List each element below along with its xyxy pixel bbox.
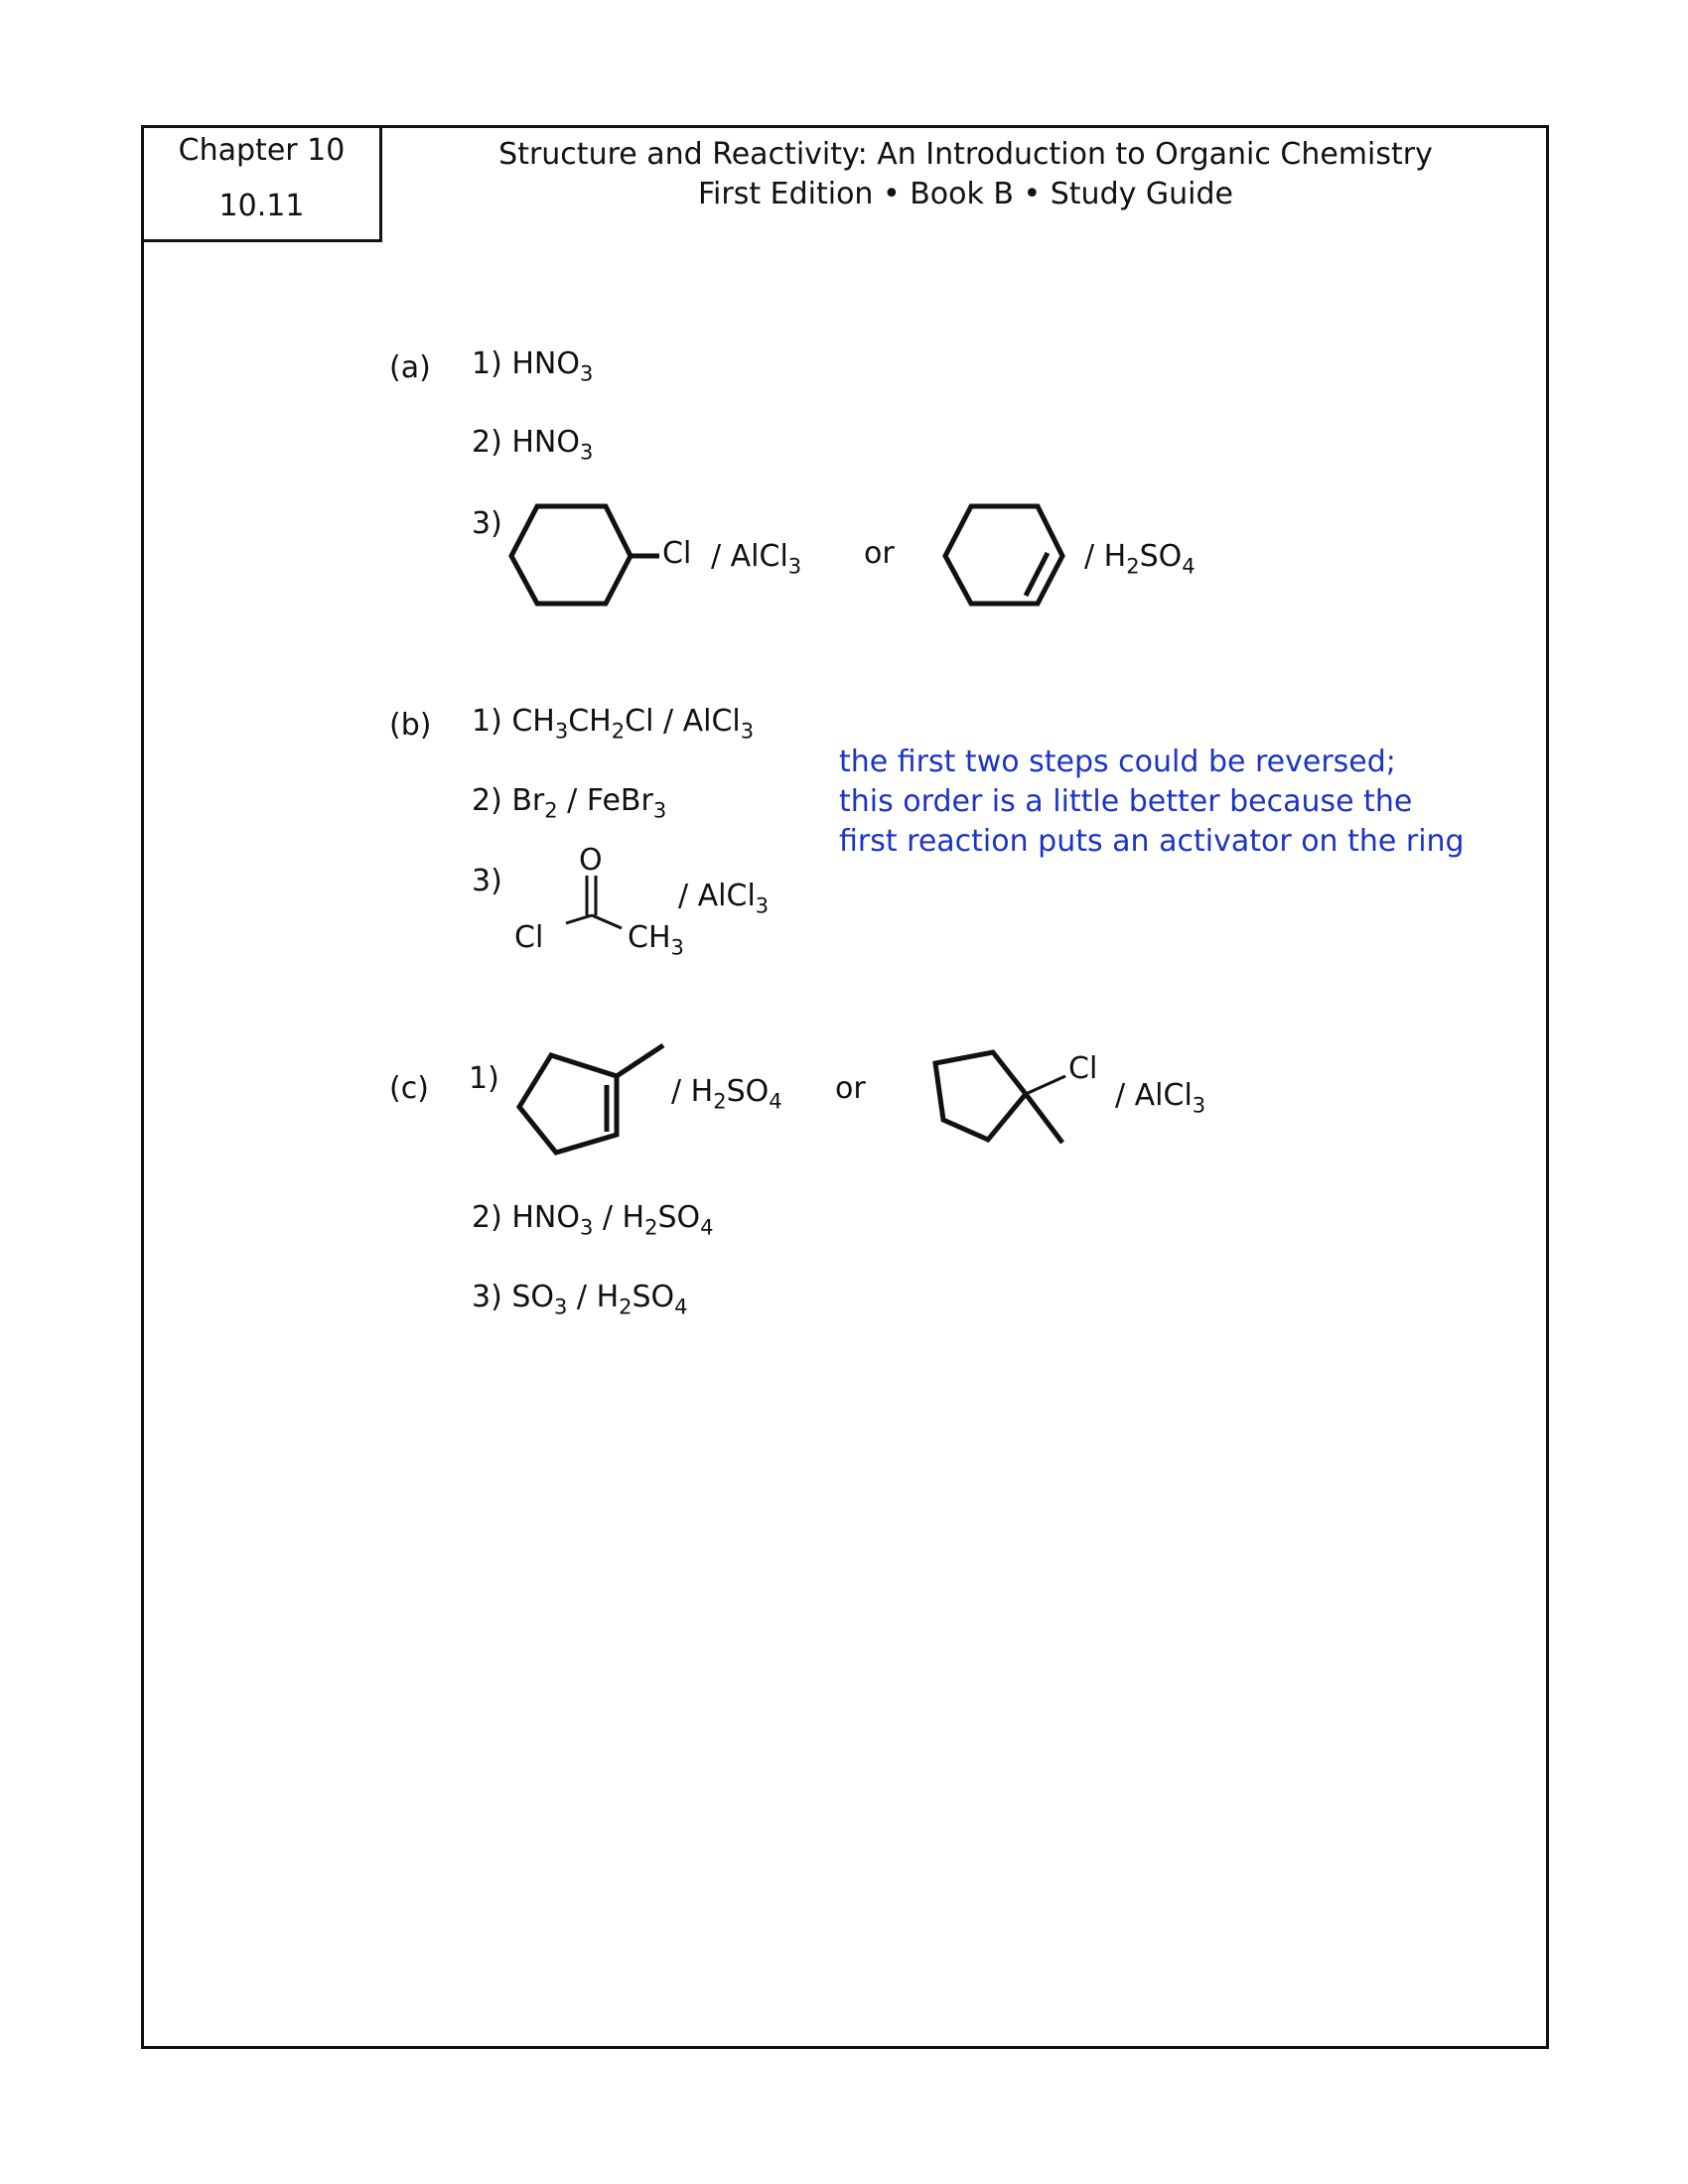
chapter-label: Chapter 10 [178, 133, 346, 168]
part-a-or: or [864, 536, 895, 571]
note-line-1: the first two steps could be reversed; [839, 745, 1396, 779]
part-a-acid-h2so4: / $H_2SO_4$ [1084, 539, 1196, 579]
oxygen-label: O [579, 843, 603, 878]
reagent-formula: $HNO_3$ [511, 346, 594, 386]
chloro-label: Cl [662, 536, 692, 571]
part-c-step-2 [472, 1200, 714, 1240]
reagent-formula: $Br_2$ / FeBr$_3$ [511, 783, 667, 823]
part-c-label: (c) [389, 1071, 429, 1106]
part-b-step-3-number: 3) [472, 864, 502, 898]
reagent-formula: $SO_3 / H_2SO_4$ [511, 1280, 688, 1319]
book-title: Structure and Reactivity: An Introduction to Organic Chemistry [498, 137, 1433, 172]
part-a-catalyst-alcl3: / AlCl$_3$ [711, 539, 802, 579]
step-number: 1) [472, 704, 502, 739]
book-subtitle: First Edition • Book B • Study Guide [697, 177, 1234, 211]
step-number: 2) [472, 425, 502, 460]
part-c-acid-h2so4: / $H_2SO_4$ [671, 1074, 782, 1114]
methyl-bond [1026, 1094, 1062, 1143]
part-b-catalyst-alcl3: / AlCl$_3$ [678, 879, 770, 918]
part-c-or: or [835, 1071, 866, 1106]
step-number: 3) [472, 1280, 502, 1314]
reagent-formula: $CH_3CH_2Cl$ / AlCl$_3$ [511, 704, 755, 744]
part-c-step-3 [472, 1280, 688, 1319]
reagent-formula: $HNO_3 / H_2SO_4$ [511, 1200, 714, 1240]
part-b-label: (b) [389, 708, 432, 743]
step-number: 2) [472, 783, 502, 818]
part-a-step-3-number: 3) [472, 506, 502, 541]
methyl-label: $CH_3$ [628, 920, 684, 960]
part-c-catalyst-alcl3: / AlCl$_3$ [1115, 1078, 1206, 1118]
step-number: 2) [472, 1200, 502, 1235]
part-c-step-1-number: 1) [469, 1061, 499, 1096]
c-cl-bond [1026, 1076, 1065, 1094]
step-number: 1) [472, 346, 502, 381]
note-line-2: this order is a little better because the [839, 784, 1413, 819]
cyclopentane-ring [935, 1052, 1026, 1140]
section-number: 10.11 [218, 189, 305, 223]
note-line-3: first reaction puts an activator on the ring [839, 824, 1465, 859]
chloro-label: Cl [1068, 1051, 1098, 1086]
part-a-label: (a) [389, 350, 431, 385]
acyl-chloride-cl-label: Cl [514, 920, 544, 955]
reagent-formula: $HNO_3$ [511, 425, 594, 465]
